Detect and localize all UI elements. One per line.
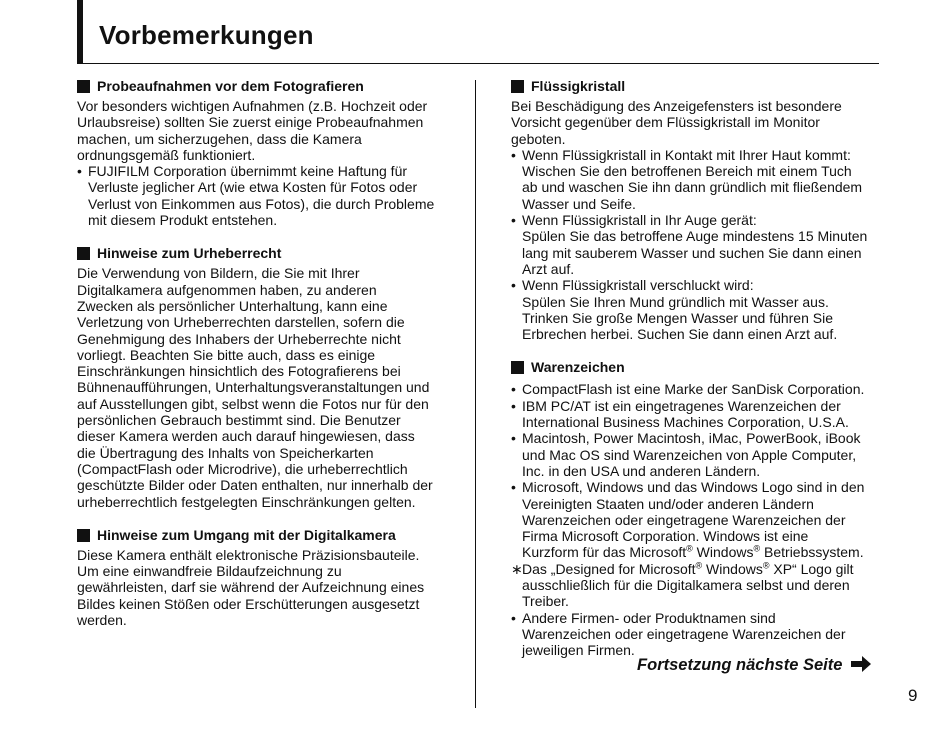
section-umgang	[77, 527, 447, 628]
list-item	[511, 398, 881, 431]
heading-text: Probeaufnahmen vor dem Fotografieren	[97, 78, 364, 94]
heading-text: Hinweise zum Urheberrecht	[97, 245, 282, 262]
list-item	[77, 163, 447, 228]
text-line: dieser Kamera werden auch darauf hingewiesen, dass	[77, 428, 415, 445]
section-heading	[77, 245, 447, 262]
text-line: urheberrechtlich festgelegten Einschränkungen gelten.	[77, 493, 416, 510]
paragraph	[511, 98, 881, 147]
text-line: Wenn Flüssigkristall in Ihr Auge gerät:	[522, 212, 757, 229]
text-line	[522, 544, 881, 560]
text-line: die Übertragung des Inhalts von Speicherkarten	[77, 444, 374, 461]
text-line: Wischen Sie den betroffenen Bereich mit einem Tuch	[522, 163, 852, 180]
section-urheberrecht	[77, 245, 447, 509]
paragraph	[77, 547, 447, 628]
text-line: IBM PC/AT ist ein eingetragenes Warenzeichen der	[522, 397, 841, 414]
text-line: Spülen Sie das betroffene Auge mindestens 15 Minuten	[522, 228, 868, 245]
text-line: Firma Microsoft Corporation. Windows ist eine	[522, 528, 809, 545]
list-item	[511, 147, 881, 212]
text-line: Wenn Flüssigkristall in Kontakt mit Ihrer Haut kommt:	[522, 146, 851, 163]
text-line: und Mac OS sind Warenzeichen von Apple Computer,	[522, 446, 857, 463]
column-divider	[475, 80, 476, 708]
section-probeaufnahmen	[77, 78, 447, 228]
text-line: Verletzung von Urheberrechten darstellen, sofern die	[77, 314, 405, 331]
bullet-dot-icon: •	[511, 430, 516, 447]
text-line: ausschließlich für die Digitalkamera selbst und deren	[522, 577, 850, 594]
text-line: Wasser und Seife.	[522, 195, 636, 212]
bullet-dot-icon: •	[511, 146, 516, 163]
list-item	[511, 479, 881, 560]
text-fragment: Windows	[692, 544, 754, 561]
square-bullet-icon	[511, 80, 524, 93]
bullet-dot-icon: •	[511, 212, 516, 229]
square-bullet-icon	[511, 361, 524, 374]
page-title: Vorbemerkungen	[99, 20, 314, 50]
text-line: International Business Machines Corporation, U.S.A.	[522, 414, 849, 431]
text-line: geboten.	[511, 130, 566, 147]
text-line: Digitalkamera aufgenommen haben, zu anderen	[77, 281, 377, 298]
text-line: Treiber.	[522, 593, 569, 610]
registered-mark: ®	[762, 560, 770, 571]
title-bar	[77, 0, 879, 64]
text-line: Vorsicht gegenüber dem Flüssigkristall im Monitor	[511, 114, 820, 131]
text-line: Arzt auf.	[522, 260, 575, 277]
list-item	[511, 277, 881, 342]
right-column	[511, 78, 881, 676]
text-fragment: Windows	[702, 560, 763, 577]
text-line: CompactFlash ist eine Marke der SanDisk Corporation.	[522, 381, 865, 398]
list-item	[511, 610, 881, 659]
text-line: Inc. in den USA und anderen Ländern.	[522, 462, 761, 479]
text-line: Genehmigung des Inhabers der Urheberrechte nicht	[77, 330, 401, 347]
registered-mark: ®	[753, 543, 761, 554]
text-line: Microsoft, Windows und das Windows Logo sind in den	[522, 479, 865, 496]
section-warenzeichen	[511, 359, 881, 658]
section-heading	[77, 78, 447, 95]
text-line: geschützte Bilder oder Daten enthalten, nur innerhalb der	[77, 477, 433, 494]
registered-mark: ®	[695, 560, 703, 571]
text-line: Wenn Flüssigkristall verschluckt wird:	[522, 277, 754, 294]
section-heading	[511, 359, 881, 376]
text-line: werden.	[77, 612, 127, 629]
list-item	[511, 381, 881, 397]
continue-next-page	[600, 656, 872, 675]
text-line: jeweiligen Firmen.	[522, 642, 635, 659]
text-line: Vereinigten Staaten und/oder anderen Ländern	[522, 495, 814, 512]
text-line: Diese Kamera enthält elektronische Präzisionsbauteile.	[77, 546, 420, 563]
list-item	[511, 430, 881, 479]
text-line: Erbrechen herbei. Suchen Sie dann einen Arzt auf.	[522, 326, 838, 343]
text-line: vorliegt. Beachten Sie bitte auch, dass es einige	[77, 346, 376, 363]
bullet-dot-icon: •	[511, 381, 516, 398]
text-line: (CompactFlash oder Microdrive), die urheberrechtlich	[77, 460, 408, 477]
text-line: Verluste jeglicher Art (wie etwa Kosten für Fotos oder	[88, 179, 418, 196]
continue-label: Fortsetzung nächste Seite	[637, 656, 843, 674]
text-line: Zwecken als persönlicher Unterhaltung, kann eine	[77, 297, 388, 314]
note-item	[511, 561, 881, 610]
text-fragment: Betriebssystem.	[760, 544, 864, 561]
text-line: Bühnenaufführungen, Unterhaltungsveranstaltungen und	[77, 379, 430, 396]
text-line: Verlust von Einkommen aus Fotos), die durch Probleme	[88, 195, 435, 212]
text-line	[522, 561, 881, 577]
bullet-dot-icon: •	[511, 397, 516, 414]
text-fragment: Das „Designed for Microsoft	[522, 560, 696, 577]
text-line: Spülen Sie Ihren Mund gründlich mit Wasser aus.	[522, 293, 829, 310]
asterisk-icon: ∗	[511, 560, 523, 577]
text-line: Vor besonders wichtigen Aufnahmen (z.B. Hochzeit oder	[77, 98, 428, 114]
registered-mark: ®	[686, 543, 693, 554]
arrow-right-icon	[850, 656, 872, 672]
text-line: Andere Firmen- oder Produktnamen sind	[522, 609, 776, 626]
square-bullet-icon	[77, 247, 90, 260]
square-bullet-icon	[77, 80, 90, 93]
text-line: Trinken Sie große Mengen Wasser und führen Sie	[522, 309, 834, 326]
paragraph	[77, 265, 447, 509]
text-line: Um eine einwandfreie Bildaufzeichnung zu	[77, 563, 342, 580]
text-line: Einschränkungen hinsichtlich des Fotografierens bei	[77, 363, 401, 380]
heading-text: Flüssigkristall	[531, 78, 626, 94]
text-line: Die Verwendung von Bildern, die Sie mit Ihrer	[77, 265, 360, 282]
text-line: ab und waschen Sie ihn dann gründlich mit fließendem	[522, 179, 863, 196]
bullet-dot-icon: •	[77, 163, 82, 180]
paragraph	[77, 98, 447, 163]
text-line: gewährleisten, darf sie während der Aufzeichnung eines	[77, 579, 425, 596]
left-column	[77, 78, 447, 645]
text-line: auf Ausstellungen gibt, selbst wenn die Fotos nur für den	[77, 395, 429, 412]
text-line: persönlichen Gebrauch bestimmt sind. Die Benutzer	[77, 412, 401, 429]
text-line: FUJIFILM Corporation übernimmt keine Haftung für	[88, 163, 408, 180]
text-line: Bildes keinen Stößen oder Erschütterungen ausgesetzt	[77, 595, 420, 612]
text-line: Bei Beschädigung des Anzeigefensters ist besondere	[511, 98, 842, 114]
square-bullet-icon	[77, 529, 90, 542]
text-line: lang mit sauberem Wasser und suchen Sie dann einen	[522, 244, 862, 261]
text-line: mit diesem Produkt entstehen.	[88, 212, 278, 229]
text-line: ordnungsgemäß funktioniert.	[77, 146, 256, 163]
text-line: Warenzeichen oder eingetragene Warenzeichen der	[522, 625, 846, 642]
bullet-dot-icon: •	[511, 609, 516, 626]
bullet-dot-icon: •	[511, 479, 516, 496]
heading-text: Warenzeichen	[531, 359, 625, 376]
section-fluessigkristall	[511, 78, 881, 342]
page-number: 9	[908, 686, 918, 705]
text-line: Macintosh, Power Macintosh, iMac, PowerBook, iBook	[522, 430, 861, 447]
bullet-dot-icon: •	[511, 277, 516, 294]
text-line: Warenzeichen oder eingetragene Warenzeichen der	[522, 511, 846, 528]
section-heading	[511, 78, 881, 95]
text-line: Urlaubsreise) sollten Sie zuerst einige Probeaufnahmen	[77, 114, 424, 131]
text-fragment: XP“ Logo gilt	[769, 560, 854, 577]
text-fragment: Kurzform für das Microsoft	[522, 544, 687, 561]
list-item	[511, 212, 881, 277]
heading-text: Hinweise zum Umgang mit der Digitalkamera	[97, 526, 396, 543]
text-line: machen, um sicherzugehen, dass die Kamera	[77, 130, 362, 147]
section-heading	[77, 527, 447, 544]
